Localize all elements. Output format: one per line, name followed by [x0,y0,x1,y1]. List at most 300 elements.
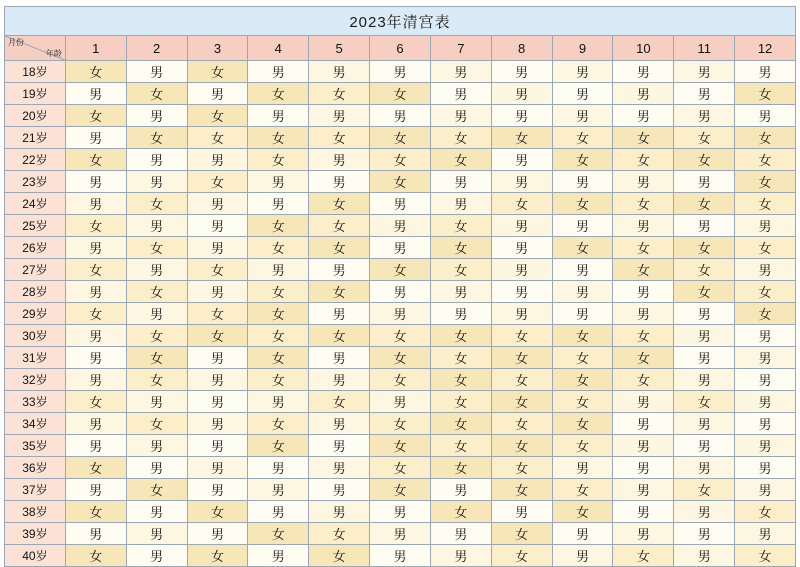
prediction-cell: 男 [187,347,248,369]
prediction-cell: 男 [735,523,796,545]
age-label-cell: 28岁 [5,281,66,303]
prediction-cell: 男 [430,479,491,501]
month-header-1: 1 [65,36,126,61]
qinggong-chart-table [4,6,796,567]
prediction-cell: 男 [370,303,431,325]
table-row [5,501,796,523]
prediction-cell: 男 [552,171,613,193]
prediction-cell: 男 [309,347,370,369]
prediction-cell: 男 [735,325,796,347]
prediction-cell: 男 [65,193,126,215]
prediction-cell: 女 [65,149,126,171]
prediction-cell: 男 [491,281,552,303]
prediction-cell: 女 [248,149,309,171]
prediction-cell: 男 [613,303,674,325]
table-row [5,347,796,369]
prediction-cell: 男 [674,523,735,545]
prediction-cell: 男 [613,215,674,237]
prediction-cell: 女 [309,545,370,567]
prediction-cell: 女 [735,149,796,171]
prediction-cell: 女 [187,545,248,567]
prediction-cell: 女 [674,127,735,149]
prediction-cell: 男 [248,105,309,127]
prediction-cell: 女 [309,127,370,149]
prediction-cell: 女 [126,83,187,105]
prediction-cell: 女 [613,193,674,215]
prediction-cell: 男 [309,303,370,325]
prediction-cell: 男 [126,501,187,523]
age-label-cell: 39岁 [5,523,66,545]
prediction-cell: 女 [65,501,126,523]
prediction-cell: 女 [370,259,431,281]
prediction-cell: 女 [309,325,370,347]
prediction-cell: 男 [65,237,126,259]
prediction-cell: 男 [735,347,796,369]
prediction-cell: 男 [65,127,126,149]
prediction-cell: 女 [491,479,552,501]
prediction-cell: 女 [370,457,431,479]
prediction-cell: 男 [430,105,491,127]
prediction-cell: 男 [491,259,552,281]
prediction-cell: 女 [187,501,248,523]
age-label-cell: 22岁 [5,149,66,171]
table-row [5,127,796,149]
prediction-cell: 男 [187,149,248,171]
prediction-cell: 男 [613,523,674,545]
prediction-cell: 男 [552,259,613,281]
prediction-cell: 男 [552,545,613,567]
prediction-cell: 女 [491,545,552,567]
prediction-cell: 男 [309,501,370,523]
prediction-cell: 男 [370,105,431,127]
prediction-cell: 女 [370,171,431,193]
prediction-cell: 男 [491,501,552,523]
corner-header [5,36,66,61]
age-label-cell: 34岁 [5,413,66,435]
prediction-cell: 女 [187,127,248,149]
age-label-cell: 24岁 [5,193,66,215]
prediction-cell: 女 [248,413,309,435]
prediction-cell: 男 [613,281,674,303]
table-row [5,479,796,501]
prediction-cell: 男 [248,61,309,83]
age-label-cell: 35岁 [5,435,66,457]
prediction-cell: 男 [187,83,248,105]
prediction-cell: 男 [491,215,552,237]
prediction-cell: 女 [187,171,248,193]
prediction-cell: 男 [430,303,491,325]
prediction-cell: 女 [370,127,431,149]
corner-month-label: 月份 [8,38,24,47]
prediction-cell: 男 [735,61,796,83]
prediction-cell: 女 [674,479,735,501]
prediction-cell: 男 [248,479,309,501]
prediction-cell: 男 [674,325,735,347]
prediction-cell: 男 [674,501,735,523]
prediction-cell: 女 [309,281,370,303]
prediction-cell: 男 [248,259,309,281]
prediction-cell: 男 [430,545,491,567]
prediction-cell: 女 [735,303,796,325]
prediction-cell: 女 [65,391,126,413]
prediction-cell: 女 [370,347,431,369]
prediction-cell: 女 [370,325,431,347]
age-label-cell: 31岁 [5,347,66,369]
prediction-cell: 女 [430,435,491,457]
prediction-cell: 男 [65,347,126,369]
age-label-cell: 37岁 [5,479,66,501]
age-label-cell: 21岁 [5,127,66,149]
prediction-cell: 男 [430,281,491,303]
month-header-9: 9 [552,36,613,61]
prediction-cell: 女 [430,215,491,237]
prediction-cell: 男 [187,391,248,413]
prediction-cell: 女 [370,479,431,501]
prediction-cell: 男 [126,391,187,413]
prediction-cell: 男 [126,61,187,83]
prediction-cell: 女 [309,193,370,215]
prediction-cell: 男 [613,413,674,435]
prediction-cell: 女 [430,325,491,347]
prediction-cell: 女 [126,347,187,369]
age-label-cell: 25岁 [5,215,66,237]
title-row [5,7,796,36]
corner-age-label: 年龄 [45,49,62,58]
prediction-cell: 男 [309,479,370,501]
prediction-cell: 女 [491,347,552,369]
age-label-cell: 29岁 [5,303,66,325]
prediction-cell: 男 [126,457,187,479]
prediction-cell: 男 [126,215,187,237]
prediction-cell: 男 [552,281,613,303]
prediction-cell: 女 [370,435,431,457]
prediction-cell: 女 [126,127,187,149]
prediction-cell: 男 [309,61,370,83]
prediction-cell: 男 [552,215,613,237]
prediction-cell: 男 [126,435,187,457]
prediction-cell: 男 [187,193,248,215]
month-header-12: 12 [735,36,796,61]
prediction-cell: 男 [126,259,187,281]
prediction-cell: 男 [126,523,187,545]
table-row [5,259,796,281]
prediction-cell: 男 [552,457,613,479]
table-row [5,303,796,325]
prediction-cell: 女 [309,523,370,545]
prediction-cell: 男 [491,237,552,259]
prediction-cell: 男 [491,303,552,325]
prediction-cell: 男 [309,105,370,127]
prediction-cell: 女 [735,237,796,259]
age-label-cell: 33岁 [5,391,66,413]
prediction-cell: 男 [491,171,552,193]
table-row [5,83,796,105]
prediction-cell: 男 [735,391,796,413]
prediction-cell: 女 [309,237,370,259]
prediction-cell: 女 [552,347,613,369]
prediction-cell: 男 [613,501,674,523]
prediction-cell: 男 [187,215,248,237]
prediction-cell: 女 [430,259,491,281]
table-row [5,523,796,545]
prediction-cell: 男 [370,61,431,83]
prediction-cell: 女 [248,237,309,259]
prediction-cell: 男 [65,325,126,347]
prediction-cell: 男 [674,303,735,325]
prediction-cell: 女 [491,325,552,347]
prediction-cell: 女 [65,215,126,237]
prediction-cell: 女 [248,325,309,347]
prediction-cell: 女 [674,149,735,171]
month-header-10: 10 [613,36,674,61]
prediction-cell: 女 [248,215,309,237]
prediction-cell: 男 [674,215,735,237]
prediction-cell: 男 [613,61,674,83]
prediction-cell: 女 [248,281,309,303]
prediction-cell: 男 [735,457,796,479]
prediction-cell: 女 [613,237,674,259]
prediction-cell: 女 [613,127,674,149]
prediction-cell: 女 [491,413,552,435]
prediction-cell: 女 [613,149,674,171]
table-row [5,457,796,479]
prediction-cell: 女 [552,325,613,347]
prediction-cell: 男 [674,347,735,369]
prediction-cell: 女 [491,457,552,479]
prediction-cell: 女 [491,369,552,391]
age-label-cell: 20岁 [5,105,66,127]
prediction-cell: 女 [370,369,431,391]
prediction-cell: 女 [187,61,248,83]
table-row [5,149,796,171]
prediction-cell: 男 [552,105,613,127]
prediction-cell: 女 [613,545,674,567]
prediction-cell: 男 [491,83,552,105]
prediction-cell: 女 [248,435,309,457]
prediction-cell: 女 [65,259,126,281]
month-header-11: 11 [674,36,735,61]
prediction-cell: 男 [430,523,491,545]
prediction-cell: 男 [491,61,552,83]
prediction-cell: 男 [187,237,248,259]
age-label-cell: 30岁 [5,325,66,347]
prediction-cell: 男 [309,259,370,281]
prediction-cell: 男 [430,171,491,193]
prediction-cell: 男 [187,523,248,545]
prediction-cell: 女 [735,545,796,567]
prediction-cell: 男 [491,149,552,171]
prediction-cell: 男 [370,237,431,259]
prediction-cell: 男 [430,193,491,215]
prediction-cell: 女 [552,369,613,391]
prediction-cell: 男 [187,413,248,435]
prediction-cell: 女 [735,127,796,149]
table-row [5,61,796,83]
prediction-cell: 男 [735,105,796,127]
prediction-cell: 女 [735,281,796,303]
prediction-cell: 女 [613,259,674,281]
month-header-3: 3 [187,36,248,61]
prediction-cell: 女 [309,83,370,105]
prediction-cell: 男 [613,457,674,479]
prediction-cell: 女 [65,303,126,325]
prediction-cell: 男 [65,479,126,501]
prediction-cell: 男 [309,171,370,193]
prediction-cell: 女 [613,347,674,369]
prediction-cell: 女 [65,545,126,567]
prediction-cell: 男 [309,149,370,171]
prediction-cell: 男 [613,83,674,105]
prediction-cell: 女 [735,171,796,193]
prediction-cell: 男 [309,413,370,435]
prediction-cell: 女 [430,369,491,391]
prediction-cell: 男 [65,171,126,193]
prediction-cell: 男 [674,457,735,479]
prediction-cell: 女 [248,369,309,391]
age-label-cell: 23岁 [5,171,66,193]
prediction-cell: 男 [187,457,248,479]
month-header-2: 2 [126,36,187,61]
prediction-cell: 女 [674,237,735,259]
prediction-cell: 女 [187,303,248,325]
prediction-cell: 女 [735,501,796,523]
prediction-cell: 女 [674,281,735,303]
prediction-cell: 女 [187,325,248,347]
prediction-cell: 女 [430,413,491,435]
table-row [5,105,796,127]
prediction-cell: 女 [187,105,248,127]
prediction-cell: 女 [491,523,552,545]
prediction-cell: 女 [552,237,613,259]
prediction-cell: 男 [248,501,309,523]
prediction-cell: 女 [126,237,187,259]
month-header-8: 8 [491,36,552,61]
prediction-cell: 女 [552,479,613,501]
age-label-cell: 18岁 [5,61,66,83]
month-header-7: 7 [430,36,491,61]
prediction-cell: 男 [248,171,309,193]
table-row [5,413,796,435]
prediction-cell: 男 [674,171,735,193]
table-row [5,171,796,193]
table-row [5,325,796,347]
prediction-cell: 男 [126,105,187,127]
table-row [5,215,796,237]
prediction-cell: 女 [552,149,613,171]
prediction-cell: 女 [552,501,613,523]
prediction-cell: 男 [735,215,796,237]
prediction-cell: 女 [65,105,126,127]
prediction-cell: 男 [370,501,431,523]
age-label-cell: 32岁 [5,369,66,391]
age-label-cell: 27岁 [5,259,66,281]
prediction-cell: 女 [126,369,187,391]
prediction-cell: 男 [65,369,126,391]
prediction-cell: 女 [491,391,552,413]
prediction-cell: 男 [370,193,431,215]
prediction-cell: 女 [248,523,309,545]
prediction-cell: 男 [126,149,187,171]
prediction-cell: 女 [674,193,735,215]
table-row [5,369,796,391]
prediction-cell: 男 [674,83,735,105]
table-row [5,281,796,303]
prediction-cell: 女 [613,369,674,391]
prediction-cell: 女 [126,479,187,501]
prediction-cell: 女 [65,61,126,83]
prediction-cell: 男 [674,545,735,567]
table-row [5,237,796,259]
table-row [5,435,796,457]
chart-body [5,7,796,567]
prediction-cell: 男 [735,413,796,435]
table-row [5,391,796,413]
prediction-cell: 男 [65,523,126,545]
table-row [5,193,796,215]
prediction-cell: 男 [309,457,370,479]
prediction-cell: 女 [430,501,491,523]
age-label-cell: 40岁 [5,545,66,567]
prediction-cell: 男 [370,281,431,303]
prediction-cell: 女 [370,83,431,105]
prediction-cell: 男 [370,523,431,545]
prediction-cell: 男 [674,105,735,127]
table-row [5,545,796,567]
prediction-cell: 男 [735,435,796,457]
prediction-cell: 女 [126,413,187,435]
prediction-cell: 男 [552,303,613,325]
prediction-cell: 男 [613,435,674,457]
prediction-cell: 男 [430,61,491,83]
prediction-cell: 男 [735,479,796,501]
prediction-cell: 女 [430,457,491,479]
page-title: 2023年清宫表 [5,7,796,36]
month-header-4: 4 [248,36,309,61]
prediction-cell: 女 [613,325,674,347]
prediction-cell: 女 [248,347,309,369]
prediction-cell: 女 [735,193,796,215]
prediction-cell: 女 [370,413,431,435]
prediction-cell: 女 [187,259,248,281]
age-label-cell: 36岁 [5,457,66,479]
prediction-cell: 女 [491,193,552,215]
prediction-cell: 女 [126,325,187,347]
prediction-cell: 女 [370,149,431,171]
prediction-cell: 女 [309,215,370,237]
prediction-cell: 男 [187,281,248,303]
prediction-cell: 男 [187,369,248,391]
age-label-cell: 26岁 [5,237,66,259]
prediction-cell: 男 [126,303,187,325]
prediction-cell: 女 [491,127,552,149]
prediction-cell: 女 [430,127,491,149]
prediction-cell: 女 [126,193,187,215]
prediction-cell: 男 [613,171,674,193]
prediction-cell: 女 [552,391,613,413]
prediction-cell: 女 [552,193,613,215]
prediction-cell: 男 [248,193,309,215]
prediction-cell: 男 [613,105,674,127]
prediction-cell: 男 [674,435,735,457]
prediction-cell: 女 [491,435,552,457]
prediction-cell: 男 [674,369,735,391]
prediction-cell: 女 [430,237,491,259]
header-row [5,36,796,61]
prediction-cell: 男 [309,435,370,457]
age-label-cell: 38岁 [5,501,66,523]
prediction-cell: 男 [674,413,735,435]
prediction-cell: 男 [187,435,248,457]
